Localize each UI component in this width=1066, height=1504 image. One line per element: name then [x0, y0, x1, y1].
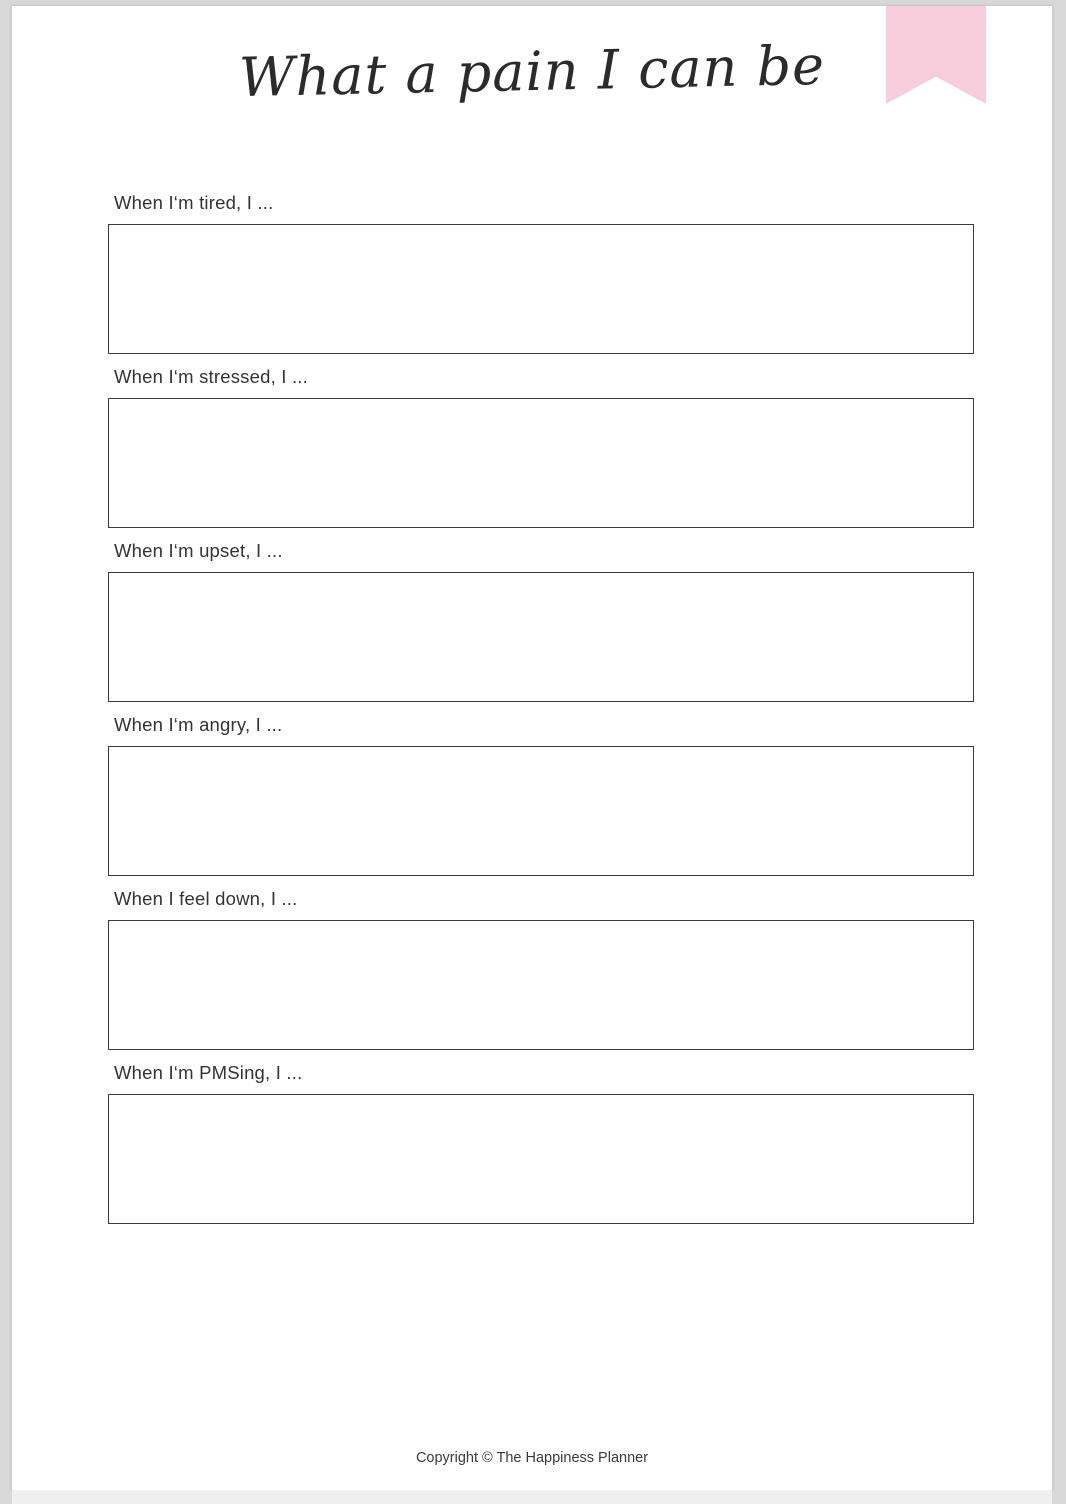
answer-input-feel-down[interactable] — [108, 920, 974, 1050]
field-feel-down — [108, 888, 974, 1050]
answer-input-upset[interactable] — [108, 572, 974, 702]
fields-list — [108, 192, 974, 1236]
field-label: When I‘m upset, I ... — [114, 540, 283, 561]
field-upset — [108, 540, 974, 702]
field-tired — [108, 192, 974, 354]
field-label: When I‘m tired, I ... — [114, 192, 274, 213]
field-angry — [108, 714, 974, 876]
worksheet-page — [12, 6, 1052, 1490]
field-stressed — [108, 366, 974, 528]
copyright-footer: Copyright © The Happiness Planner — [415, 1450, 649, 1466]
page-bottom-edge — [12, 1490, 1052, 1504]
answer-input-tired[interactable] — [108, 224, 974, 354]
field-label: When I‘m angry, I ... — [114, 714, 283, 735]
field-label: When I‘m PMSing, I ... — [114, 1062, 303, 1083]
field-pmsing — [108, 1062, 974, 1224]
field-label: When I feel down, I ... — [114, 888, 298, 909]
answer-input-angry[interactable] — [108, 746, 974, 876]
answer-input-stressed[interactable] — [108, 398, 974, 528]
answer-input-pmsing[interactable] — [108, 1094, 974, 1224]
page-title: What a pain I can be — [238, 33, 826, 110]
field-label: When I‘m stressed, I ... — [114, 366, 308, 387]
